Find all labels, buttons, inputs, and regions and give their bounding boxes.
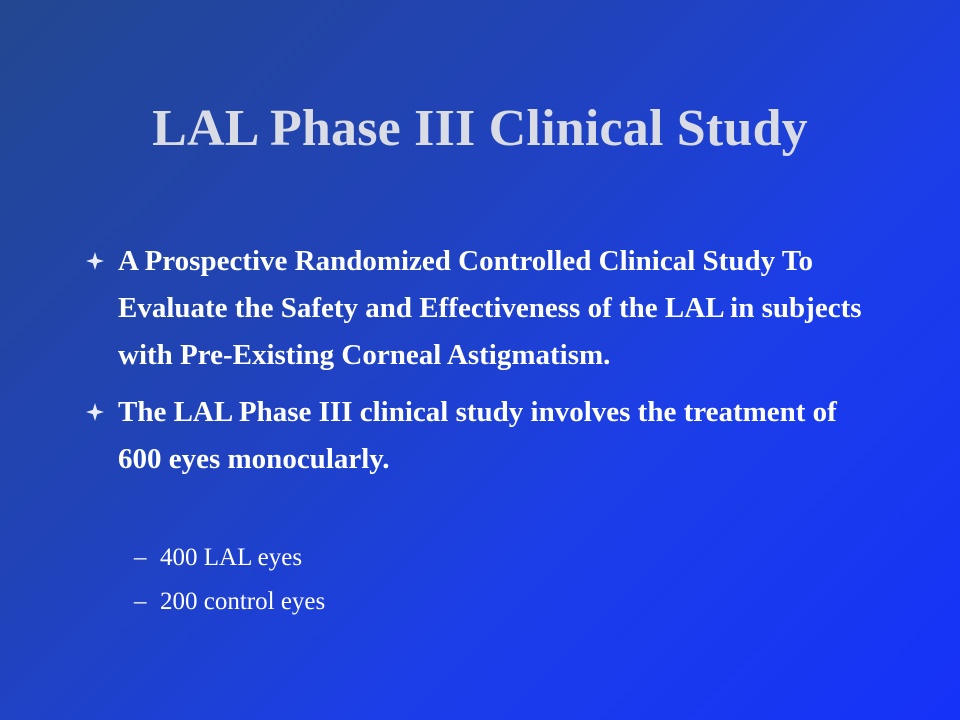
sub-bullet-list — [134, 536, 634, 624]
slide-title: LAL Phase III Clinical Study — [152, 99, 808, 157]
four-point-star-icon — [86, 403, 104, 421]
sub-bullet-text: 400 LAL eyes — [160, 544, 303, 571]
bullet-text: A Prospective Randomized Controlled Clinical Study To Evaluate the Safety and Effectiveness of the LAL in subjects with Pre-Existing Corneal Astigmatism. — [118, 245, 862, 371]
dash-marker: – — [134, 544, 147, 571]
bullet-item-study-scope — [80, 389, 880, 483]
bullet-item-study-description — [80, 238, 880, 379]
dash-marker: – — [134, 588, 147, 615]
bullet-text: The LAL Phase III clinical study involves the treatment of 600 eyes monocularly. — [118, 396, 837, 475]
sub-bullet-text: 200 control eyes — [160, 588, 326, 615]
bullet-list — [80, 238, 880, 493]
four-point-star-icon — [86, 252, 104, 270]
sub-bullet-item-control-eyes — [134, 580, 634, 624]
sub-bullet-item-lal-eyes — [134, 536, 634, 580]
